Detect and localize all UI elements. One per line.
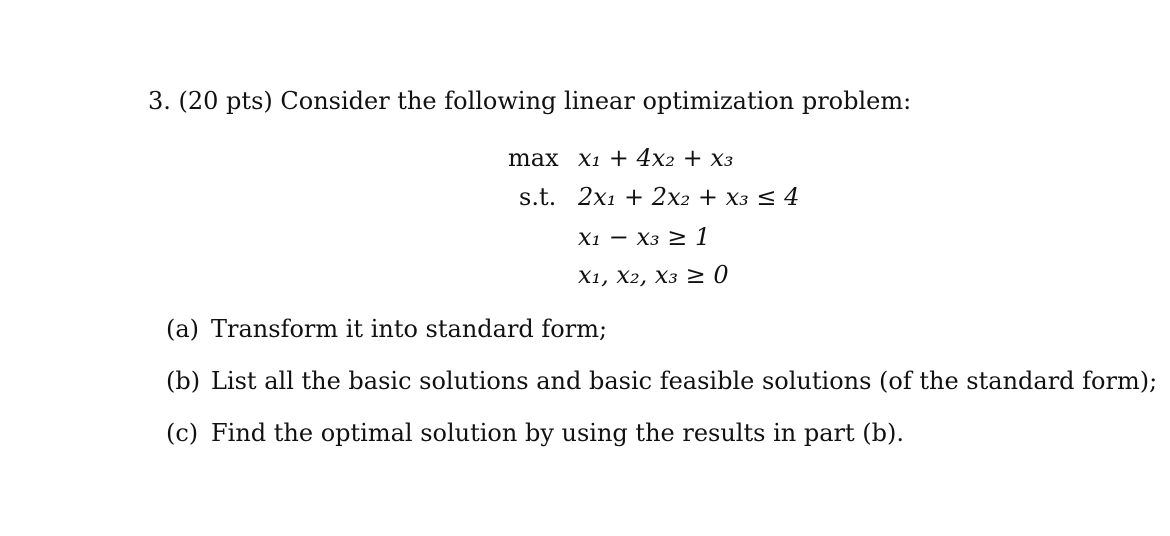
part-b-label: (b) [166, 367, 201, 395]
objective-expression: x₁ + 4x₂ + x₃ [578, 144, 734, 172]
problem-heading: 3. (20 pts) Consider the following linear optimization problem: [148, 87, 912, 115]
objective-label: max [508, 144, 559, 172]
part-c-text: Find the optimal solution by using the results in part (b). [211, 419, 904, 447]
part-a-text: Transform it into standard form; [211, 315, 608, 343]
constraint-nonnegativity: x₁, x₂, x₃ ≥ 0 [578, 261, 729, 289]
part-b-text: List all the basic solutions and basic feasible solutions (of the standard form); [211, 367, 1158, 395]
part-c-label: (c) [166, 419, 199, 447]
constraint-1: 2x₁ + 2x₂ + x₃ ≤ 4 [578, 183, 800, 211]
constraint-2: x₁ − x₃ ≥ 1 [578, 223, 711, 251]
constraints-label: s.t. [519, 183, 557, 211]
part-a-label: (a) [166, 315, 200, 343]
